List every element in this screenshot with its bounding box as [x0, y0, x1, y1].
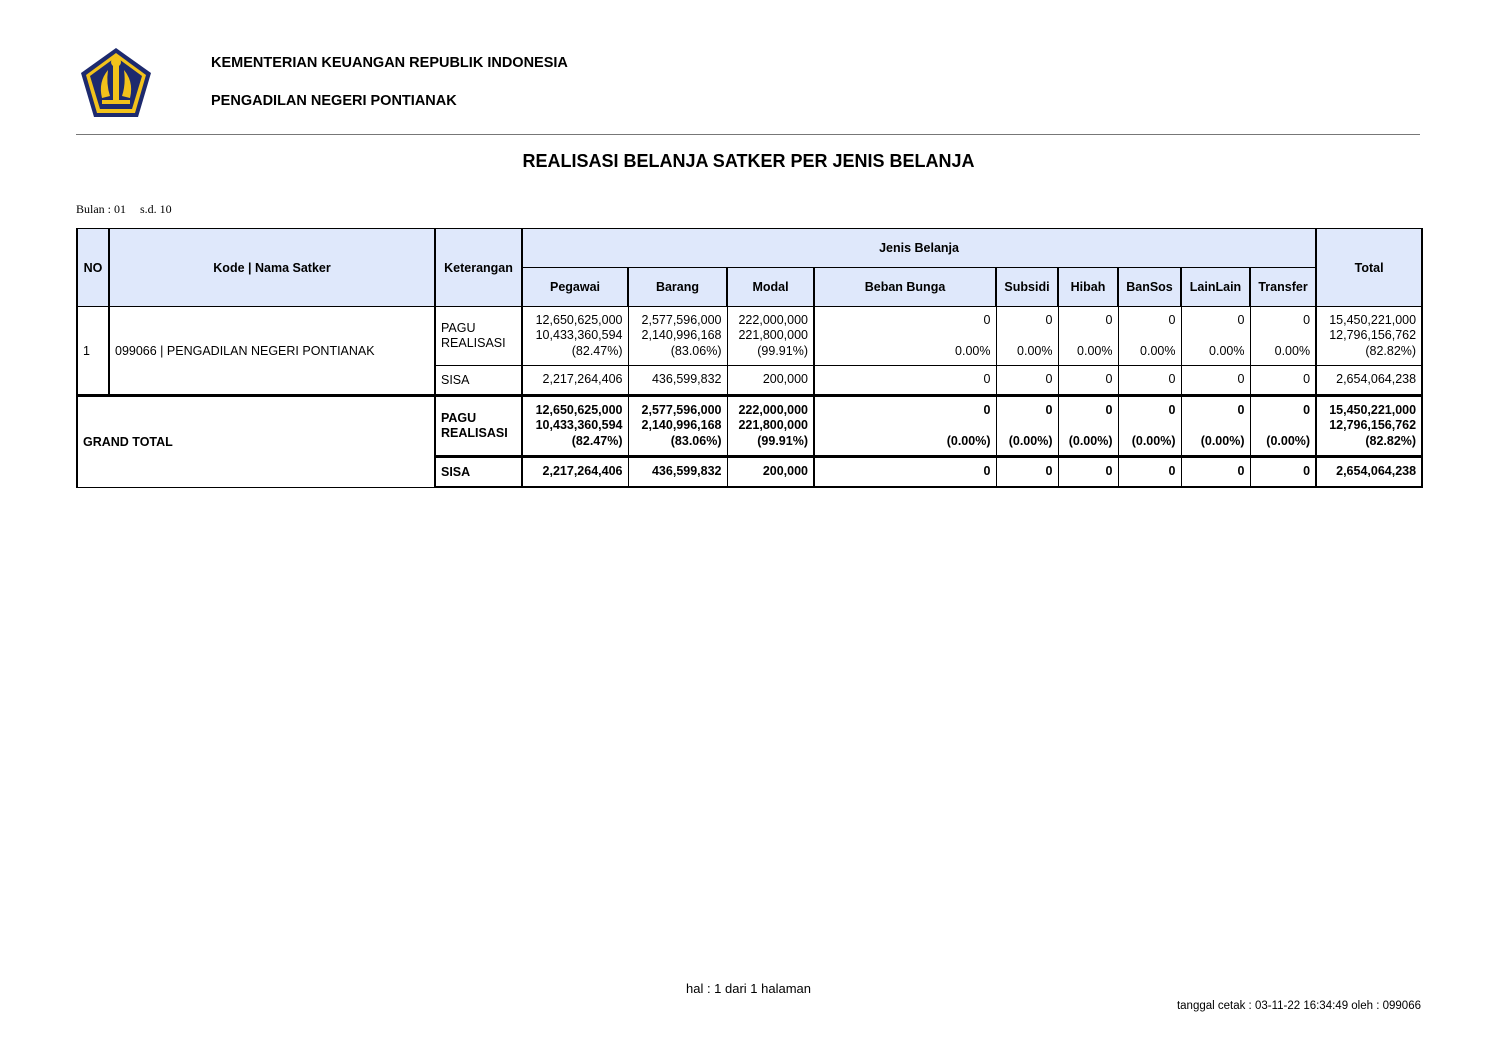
col-modal: Modal	[727, 268, 814, 307]
cell-total: 15,450,221,000 12,796,156,762 (82.82%)	[1316, 307, 1422, 366]
row-satker: 099066 | PENGADILAN NEGERI PONTIANAK	[109, 307, 435, 396]
table-row	[77, 307, 1422, 366]
col-hibah: Hibah	[1058, 268, 1118, 307]
grand-transfer-sisa: 0	[1250, 457, 1316, 488]
col-barang: Barang	[628, 268, 727, 307]
cell-lainlain-sisa: 0	[1181, 366, 1250, 396]
grand-keterangan: PAGU REALISASI	[435, 396, 522, 457]
row-no: 1	[77, 307, 109, 396]
cell-subsidi: 0 0.00%	[996, 307, 1058, 366]
cell-bansos-sisa: 0	[1118, 366, 1181, 396]
grand-beban-bunga: 0 (0.00%)	[814, 396, 996, 457]
report-title: REALISASI BELANJA SATKER PER JENIS BELANJA	[522, 151, 975, 171]
period-from: Bulan : 01	[76, 202, 126, 216]
grand-beban-bunga-sisa: 0	[814, 457, 996, 488]
cell-subsidi-sisa: 0	[996, 366, 1058, 396]
grand-total-sisa: 2,654,064,238	[1316, 457, 1422, 488]
cell-barang-sisa: 436,599,832	[628, 366, 727, 396]
grand-total-label: GRAND TOTAL	[77, 396, 435, 488]
grand-modal: 222,000,000 221,800,000 (99.91%)	[727, 396, 814, 457]
grand-lainlain-sisa: 0	[1181, 457, 1250, 488]
col-beban-bunga: Beban Bunga	[814, 268, 996, 307]
col-no: NO	[77, 229, 109, 307]
grand-hibah-sisa: 0	[1058, 457, 1118, 488]
col-pegawai: Pegawai	[522, 268, 628, 307]
cell-transfer-sisa: 0	[1250, 366, 1316, 396]
grand-total-row	[77, 396, 1422, 457]
cell-modal-sisa: 200,000	[727, 366, 814, 396]
cell-transfer: 0 0.00%	[1250, 307, 1316, 366]
cell-beban-bunga-sisa: 0	[814, 366, 996, 396]
grand-ket-sisa: SISA	[435, 457, 522, 488]
grand-subsidi-sisa: 0	[996, 457, 1058, 488]
grand-barang-sisa: 436,599,832	[628, 457, 727, 488]
grand-pegawai: 12,650,625,000 10,433,360,594 (82.47%)	[522, 396, 628, 457]
col-bansos: BanSos	[1118, 268, 1181, 307]
grand-hibah: 0 (0.00%)	[1058, 396, 1118, 457]
cell-lainlain: 0 0.00%	[1181, 307, 1250, 366]
report-table	[76, 228, 1423, 488]
col-keterangan: Keterangan	[435, 229, 522, 307]
col-lainlain: LainLain	[1181, 268, 1250, 307]
col-subsidi: Subsidi	[996, 268, 1058, 307]
cell-bansos: 0 0.00%	[1118, 307, 1181, 366]
header-divider	[76, 134, 1420, 135]
ket-pagu: PAGU	[441, 320, 476, 335]
grand-modal-sisa: 200,000	[727, 457, 814, 488]
kemenkeu-emblem-icon	[78, 46, 154, 120]
col-transfer: Transfer	[1250, 268, 1316, 307]
grand-pegawai-sisa: 2,217,264,406	[522, 457, 628, 488]
cell-beban-bunga: 0 0.00%	[814, 307, 996, 366]
col-jenis-belanja: Jenis Belanja	[522, 229, 1316, 268]
cell-hibah: 0 0.00%	[1058, 307, 1118, 366]
header-row	[77, 229, 1422, 268]
grand-total: 15,450,221,000 12,796,156,762 (82.82%)	[1316, 396, 1422, 457]
cell-barang: 2,577,596,000 2,140,996,168 (83.06%)	[628, 307, 727, 366]
org-name: KEMENTERIAN KEUANGAN REPUBLIK INDONESIA	[211, 55, 568, 71]
cell-modal: 222,000,000 221,800,000 (99.91%)	[727, 307, 814, 366]
page-info: hal : 1 dari 1 halaman	[685, 981, 812, 996]
period-to: s.d. 10	[140, 202, 172, 216]
ket-sisa: SISA	[435, 366, 522, 396]
col-kode-satker: Kode | Nama Satker	[109, 229, 435, 307]
grand-barang: 2,577,596,000 2,140,996,168 (83.06%)	[628, 396, 727, 457]
grand-lainlain: 0 (0.00%)	[1181, 396, 1250, 457]
col-total: Total	[1316, 229, 1422, 307]
grand-transfer: 0 (0.00%)	[1250, 396, 1316, 457]
grand-subsidi: 0 (0.00%)	[996, 396, 1058, 457]
cell-total-sisa: 2,654,064,238	[1316, 366, 1422, 396]
cell-pegawai-sisa: 2,217,264,406	[522, 366, 628, 396]
cell-pegawai: 12,650,625,000 10,433,360,594 (82.47%)	[522, 307, 628, 366]
cell-hibah-sisa: 0	[1058, 366, 1118, 396]
print-info: tanggal cetak : 03-11-22 16:34:49 oleh : 099066	[1176, 1000, 1421, 1012]
period-range	[76, 202, 186, 217]
ket-realisasi: REALISASI	[441, 336, 506, 350]
grand-bansos: 0 (0.00%)	[1118, 396, 1181, 457]
satker-name: PENGADILAN NEGERI PONTIANAK	[211, 93, 457, 109]
row-keterangan	[435, 307, 522, 366]
grand-bansos-sisa: 0	[1118, 457, 1181, 488]
